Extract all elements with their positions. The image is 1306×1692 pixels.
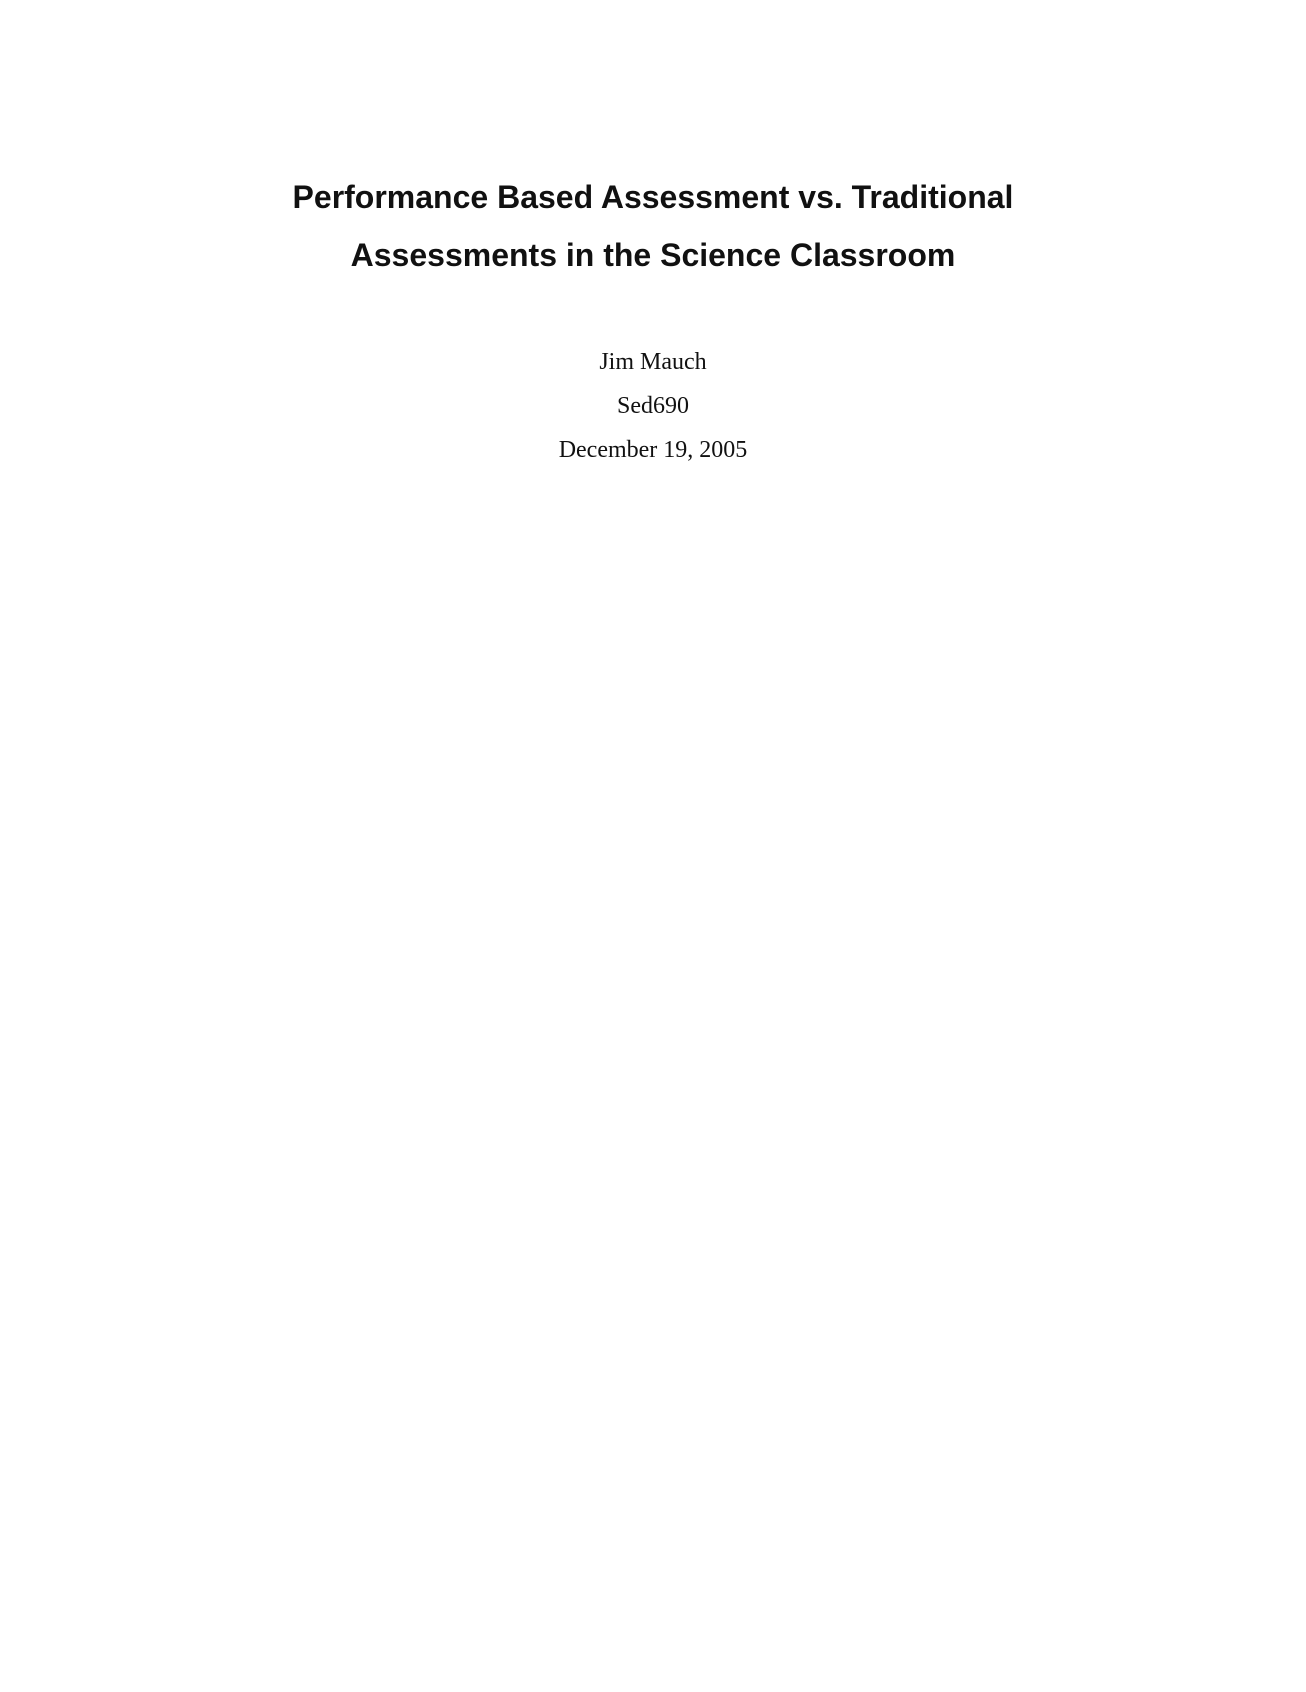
title-line-1: Performance Based Assessment vs. Traditional: [292, 179, 1014, 215]
document-title: [0, 168, 1306, 284]
title-page-meta: [0, 340, 1306, 472]
title-line-2: Assessments in the Science Classroom: [350, 237, 956, 273]
author-name: Jim Mauch: [599, 349, 707, 375]
document-date: December 19, 2005: [558, 437, 748, 463]
course-code: Sed690: [617, 393, 689, 419]
